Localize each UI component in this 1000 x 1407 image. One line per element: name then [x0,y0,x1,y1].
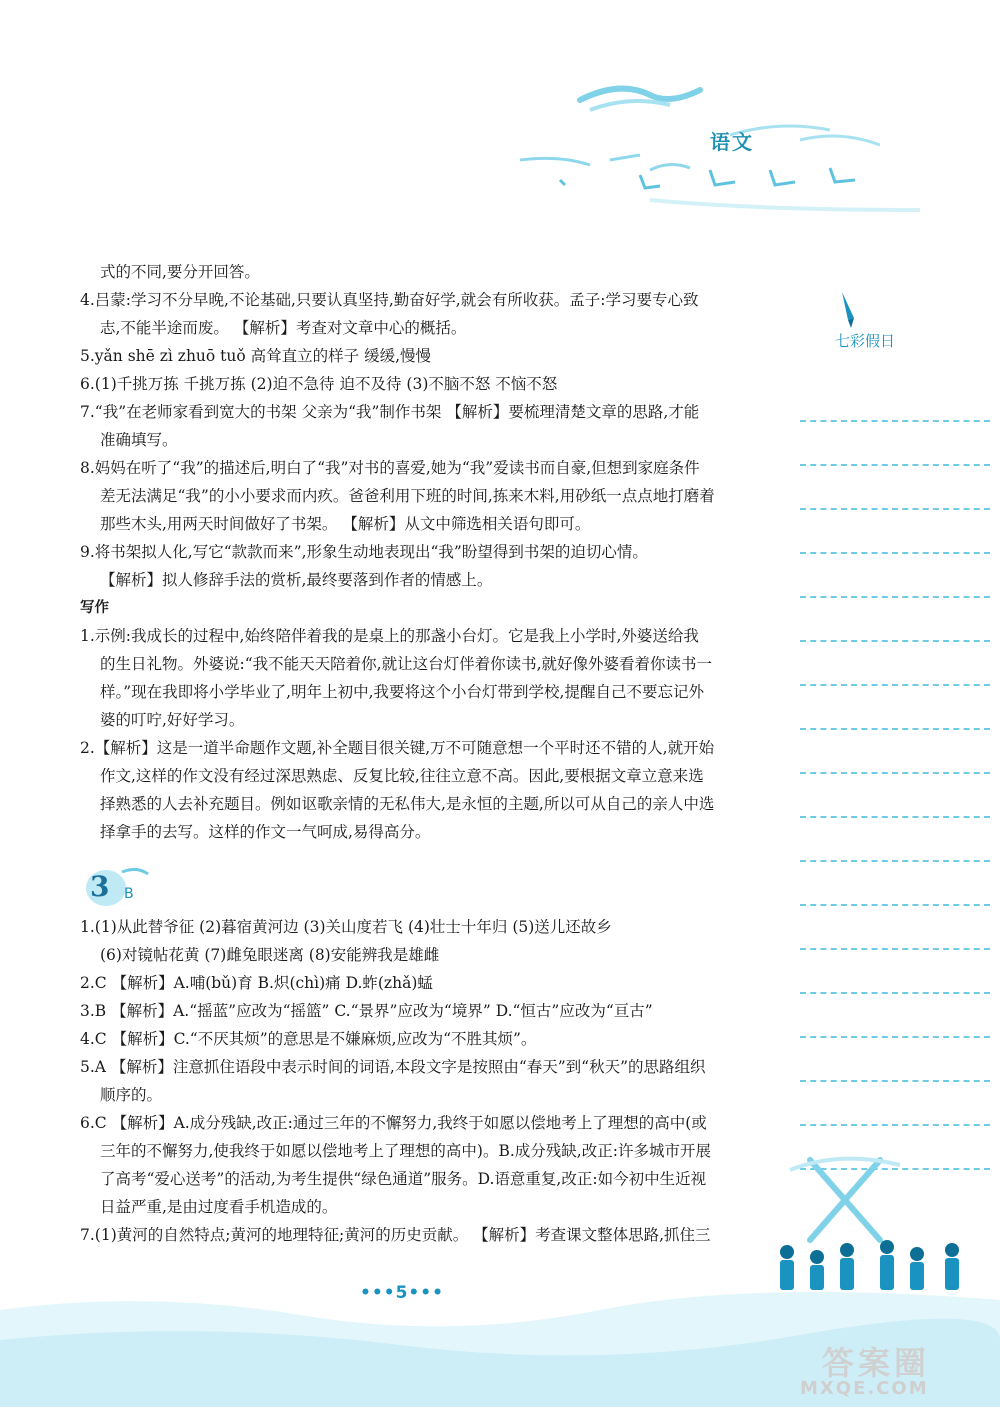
answer-line: 5.yǎn shē zì zhuō tuǒ 高耸直立的样子 缓缓,慢慢 [80,347,431,365]
answer-line: 4.吕蒙:学习不分早晚,不论基础,只要认真坚持,勤奋好学,就会有所收获。孟子:学习要专心致 [80,291,699,309]
answer-line: (6)对镜帖花黄 (7)雌兔眼迷离 (8)安能辨我是雄雌 [100,946,440,964]
answer-line: 顺序的。 [100,1086,163,1104]
answer-line: 择拿手的去写。这样的作文一气呵成,易得高分。 [100,823,431,841]
answer-line: 【解析】拟人修辞手法的赏析,最终要落到作者的情感上。 [100,571,493,589]
watermark-url: MXQE.COM [800,1378,929,1399]
page-number: •••5••• [360,1283,445,1303]
note-lines [800,378,990,1170]
writing-section-title: 写作 [80,600,109,616]
answer-line: 婆的叮咛,好好学习。 [100,711,245,729]
answer-line: 的生日礼物。外婆说:“我不能天天陪着你,就让这台灯伴着你读书,就好像外婆看着你读书一 [100,655,713,673]
answer-line: 样。”现在我即将小学毕业了,明年上初中,我要将这个小台灯带到学校,提醒自己不要忘记外 [100,683,704,701]
children-decoration-icon [770,1140,1000,1310]
answer-line: 4.C 【解析】C.“不厌其烦”的意思是不嫌麻烦,应改为“不胜其烦”。 [80,1030,537,1048]
subject-title: 语文 [710,130,754,154]
answer-line: 择熟悉的人去补充题目。例如讴歌亲情的无私伟大,是永恒的主题,所以可从自己的亲人中选 [100,795,715,813]
pen-icon [836,290,866,332]
answer-line: 作文,这样的作文没有经过深思熟虑、反复比较,往往立意不高。因此,要根据文章立意来选 [100,767,704,785]
answer-line: 3.B 【解析】A.“摇蓝”应改为“摇篮” C.“景界”应改为“境界” D.“恒古”应改为“亘古” [80,1002,653,1020]
answer-line: 三年的不懈努力,使我终于如愿以偿地考上了理想的高中)。B.成分残缺,改正:许多城市开展 [100,1142,711,1160]
answer-line: 2.【解析】这是一道半命题作文题,补全题目很关键,万不可随意想一个平时还不错的人,就开始 [80,739,715,757]
answer-line: 差无法满足“我”的小小要求而内疚。爸爸利用下班的时间,拣来木料,用砂纸一点点地打磨着 [100,487,715,505]
answer-line: 7.(1)黄河的自然特点;黄河的地理特征;黄河的历史贡献。 【解析】考查课文整体思路,抓住三 [80,1226,711,1244]
answer-line: 9.将书架拟人化,写它“款款而来”,形象生动地表现出“我”盼望得到书架的迫切心情。 [80,543,648,561]
answer-line: 6.(1)千挑万拣 千挑万拣 (2)迫不急待 迫不及待 (3)不脑不怒 不恼不怒 [80,375,558,393]
answer-line: 那些木头,用两天时间做好了书架。 【解析】从文中筛选相关语句即可。 [100,515,591,533]
answer-line: 了高考“爱心送考”的活动,为考生提供“绿色通道”服务。D.语意重复,改正:如今初中生近视 [100,1170,707,1188]
answer-line: 1.(1)从此替爷征 (2)暮宿黄河边 (3)关山度若飞 (4)壮士十年归 (5)送儿还故乡 [80,918,612,936]
answer-line: 准确填写。 [100,431,178,449]
answer-line: 7.“我”在老师家看到宽大的书架 父亲为“我”制作书架 【解析】要梳理清楚文章的思路,才能 [80,403,700,421]
answer-line: 5.A 【解析】注意抓住语段中表示时间的词语,本段文字是按照由“春天”到“秋天”的思路组织 [80,1058,706,1076]
answer-line: 6.C 【解析】A.成分残缺,改正:通过三年的不懈努力,我终于如愿以偿地考上了理想的高中(或 [80,1114,707,1132]
section-badge-number: 3 [90,870,110,903]
answer-line: 2.C 【解析】A.哺(bǔ)育 B.炽(chì)痛 D.蚱(zhǎ)蜢 [80,974,433,992]
answer-line: 日益严重,是由过度看手机造成的。 [100,1198,338,1216]
answer-line: 1.示例:我成长的过程中,始终陪伴着我的是桌上的那盏小台灯。它是我上小学时,外婆送给我 [80,627,699,645]
answer-section-a [80,258,770,846]
section-badge-letter: B [124,886,134,902]
answer-line: 8.妈妈在听了“我”的描述后,明白了“我”对书的喜爱,她为“我”爱读书而自豪,但想到家庭条件 [80,459,700,477]
answer-line: 式的不同,要分开回答。 [100,263,260,281]
answer-line: 志,不能半途而废。 【解析】考查对文章中心的概括。 [100,319,467,337]
sidebar-tag: 七彩假日 [835,332,896,350]
watermark-logo: 答案圈 [822,1344,931,1382]
answer-section-b [80,913,770,1249]
